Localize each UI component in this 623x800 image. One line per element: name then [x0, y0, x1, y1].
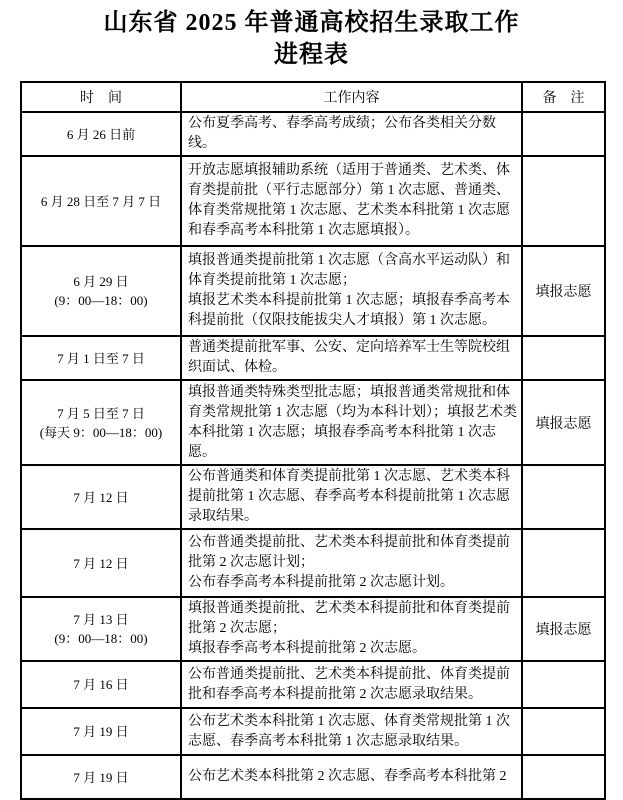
time-cell: [21, 380, 181, 465]
document-page: [0, 8, 623, 785]
table-row: [21, 465, 605, 529]
content-cell: [181, 336, 522, 380]
time-cell: [21, 465, 181, 529]
time-cell: [21, 246, 181, 336]
content-paragraph: 公布普通类提前批、艺术类本科提前批、体育类提前批和春季高考本科提前批第 2 次志愿录取结果。: [188, 666, 510, 702]
content-paragraph: 填报普通类提前批第 1 次志愿（含高水平运动队）和体育类提前批第 1 次志愿；: [188, 253, 510, 289]
content-paragraph: 填报普通类特殊类型批志愿；填报普通类常规批和体育类常规批第 1 次志愿（均为本科计划）；填报艺术类本科批第 1 次志愿；填报春季高考本科批第 1 次志愿。: [188, 384, 517, 460]
table-row: [21, 380, 605, 465]
content-paragraph: 公布艺术类本科批第 1 次志愿、体育类常规批第 1 次志愿、春季高考本科批第 1 次志愿录取结果。: [188, 713, 510, 749]
time-line: 7 月 16 日: [73, 677, 129, 693]
page-title-line1: 山东省 2025 年普通高校招生录取工作: [103, 10, 520, 36]
time-cell: [21, 112, 181, 156]
time-cell: [21, 336, 181, 380]
content-paragraph: 公布普通类和体育类提前批第 1 次志愿、艺术类本科提前批第 1 次志愿、春季高考本科提前批第 1 次志愿录取结果。: [188, 469, 510, 525]
time-cell: [21, 755, 181, 799]
time-line: (9：00—18：00): [54, 293, 148, 309]
content-cell: [181, 755, 522, 799]
header-row: [21, 82, 605, 112]
table-row: [21, 708, 605, 755]
time-line: 6 月 26 日前: [66, 126, 136, 142]
remark-cell: [522, 112, 605, 156]
time-line: (每天 9：00—18：00): [39, 424, 163, 440]
remark-cell: [522, 156, 605, 246]
header-time: 时 间: [21, 82, 181, 112]
time-line: 7 月 12 日: [73, 555, 129, 571]
time-line: 7 月 19 日: [73, 724, 129, 740]
content-paragraph: 公布普通类提前批、艺术类本科提前批和体育类提前批第 2 次志愿计划；: [188, 535, 510, 571]
remark-cell: 填报志愿: [522, 380, 605, 465]
schedule-table: [20, 81, 606, 800]
time-line: 6 月 28 日至 7 月 7 日: [40, 193, 162, 209]
header-remark: 备 注: [522, 82, 605, 112]
page-title-line2: 进程表: [274, 41, 349, 68]
content-cell: [181, 380, 522, 465]
table-row: [21, 755, 605, 799]
content-paragraph: 公布夏季高考、春季高考成绩；公布各类相关分数线。: [188, 116, 496, 152]
table-row: [21, 597, 605, 661]
content-paragraph: 普通类提前批军事、公安、定向培养军士生等院校组织面试、体检。: [188, 340, 510, 376]
table-row: [21, 661, 605, 708]
content-paragraph: 公布艺术类本科批第 2 次志愿、春季高考本科批第 2: [188, 769, 507, 785]
page-title: [40, 8, 583, 71]
remark-cell: [522, 755, 605, 799]
time-line: 7 月 19 日: [73, 769, 129, 785]
table-row: [21, 529, 605, 597]
content-paragraph: 填报艺术类本科提前批第 1 次志愿；填报春季高考本科提前批（仅限技能拔尖人才填报）第 1 次志愿。: [188, 293, 510, 329]
content-cell: [181, 246, 522, 336]
content-cell: [181, 597, 522, 661]
time-cell: [21, 156, 181, 246]
time-line: 7 月 1 日至 7 日: [57, 350, 145, 366]
header-content: 工作内容: [181, 82, 522, 112]
content-paragraph: 开放志愿填报辅助系统（适用于普通类、艺术类、体育类提前批（平行志愿部分）第 1 次志愿、普通类、体育类常规批第 1 次志愿、艺术类本科批第 1 次志愿和春季高考本科批第 1 次志愿填报）。: [188, 163, 510, 239]
remark-cell: [522, 465, 605, 529]
time-cell: [21, 529, 181, 597]
table-row: [21, 112, 605, 156]
table-body: [21, 112, 605, 799]
table-row: [21, 336, 605, 380]
table-row: [21, 156, 605, 246]
content-cell: [181, 529, 522, 597]
time-line: 7 月 13 日: [73, 612, 129, 628]
time-line: 7 月 5 日至 7 日: [57, 405, 145, 421]
time-cell: [21, 661, 181, 708]
time-line: (9：00—18：00): [54, 631, 148, 647]
content-paragraph: 公布春季高考本科提前批第 2 次志愿计划。: [188, 575, 454, 591]
remark-cell: [522, 336, 605, 380]
time-line: 6 月 29 日: [73, 274, 129, 290]
content-cell: [181, 156, 522, 246]
time-line: 7 月 12 日: [73, 489, 129, 505]
remark-cell: [522, 661, 605, 708]
content-cell: [181, 465, 522, 529]
remark-cell: [522, 708, 605, 755]
content-cell: [181, 112, 522, 156]
content-cell: [181, 661, 522, 708]
content-paragraph: 填报春季高考本科提前批第 2 次志愿。: [188, 641, 426, 657]
remark-cell: 填报志愿: [522, 597, 605, 661]
content-cell: [181, 708, 522, 755]
remark-cell: [522, 529, 605, 597]
remark-cell: 填报志愿: [522, 246, 605, 336]
table-row: [21, 246, 605, 336]
content-paragraph: 填报普通类提前批、艺术类本科提前批和体育类提前批第 2 次志愿；: [188, 601, 510, 637]
time-cell: [21, 708, 181, 755]
time-cell: [21, 597, 181, 661]
